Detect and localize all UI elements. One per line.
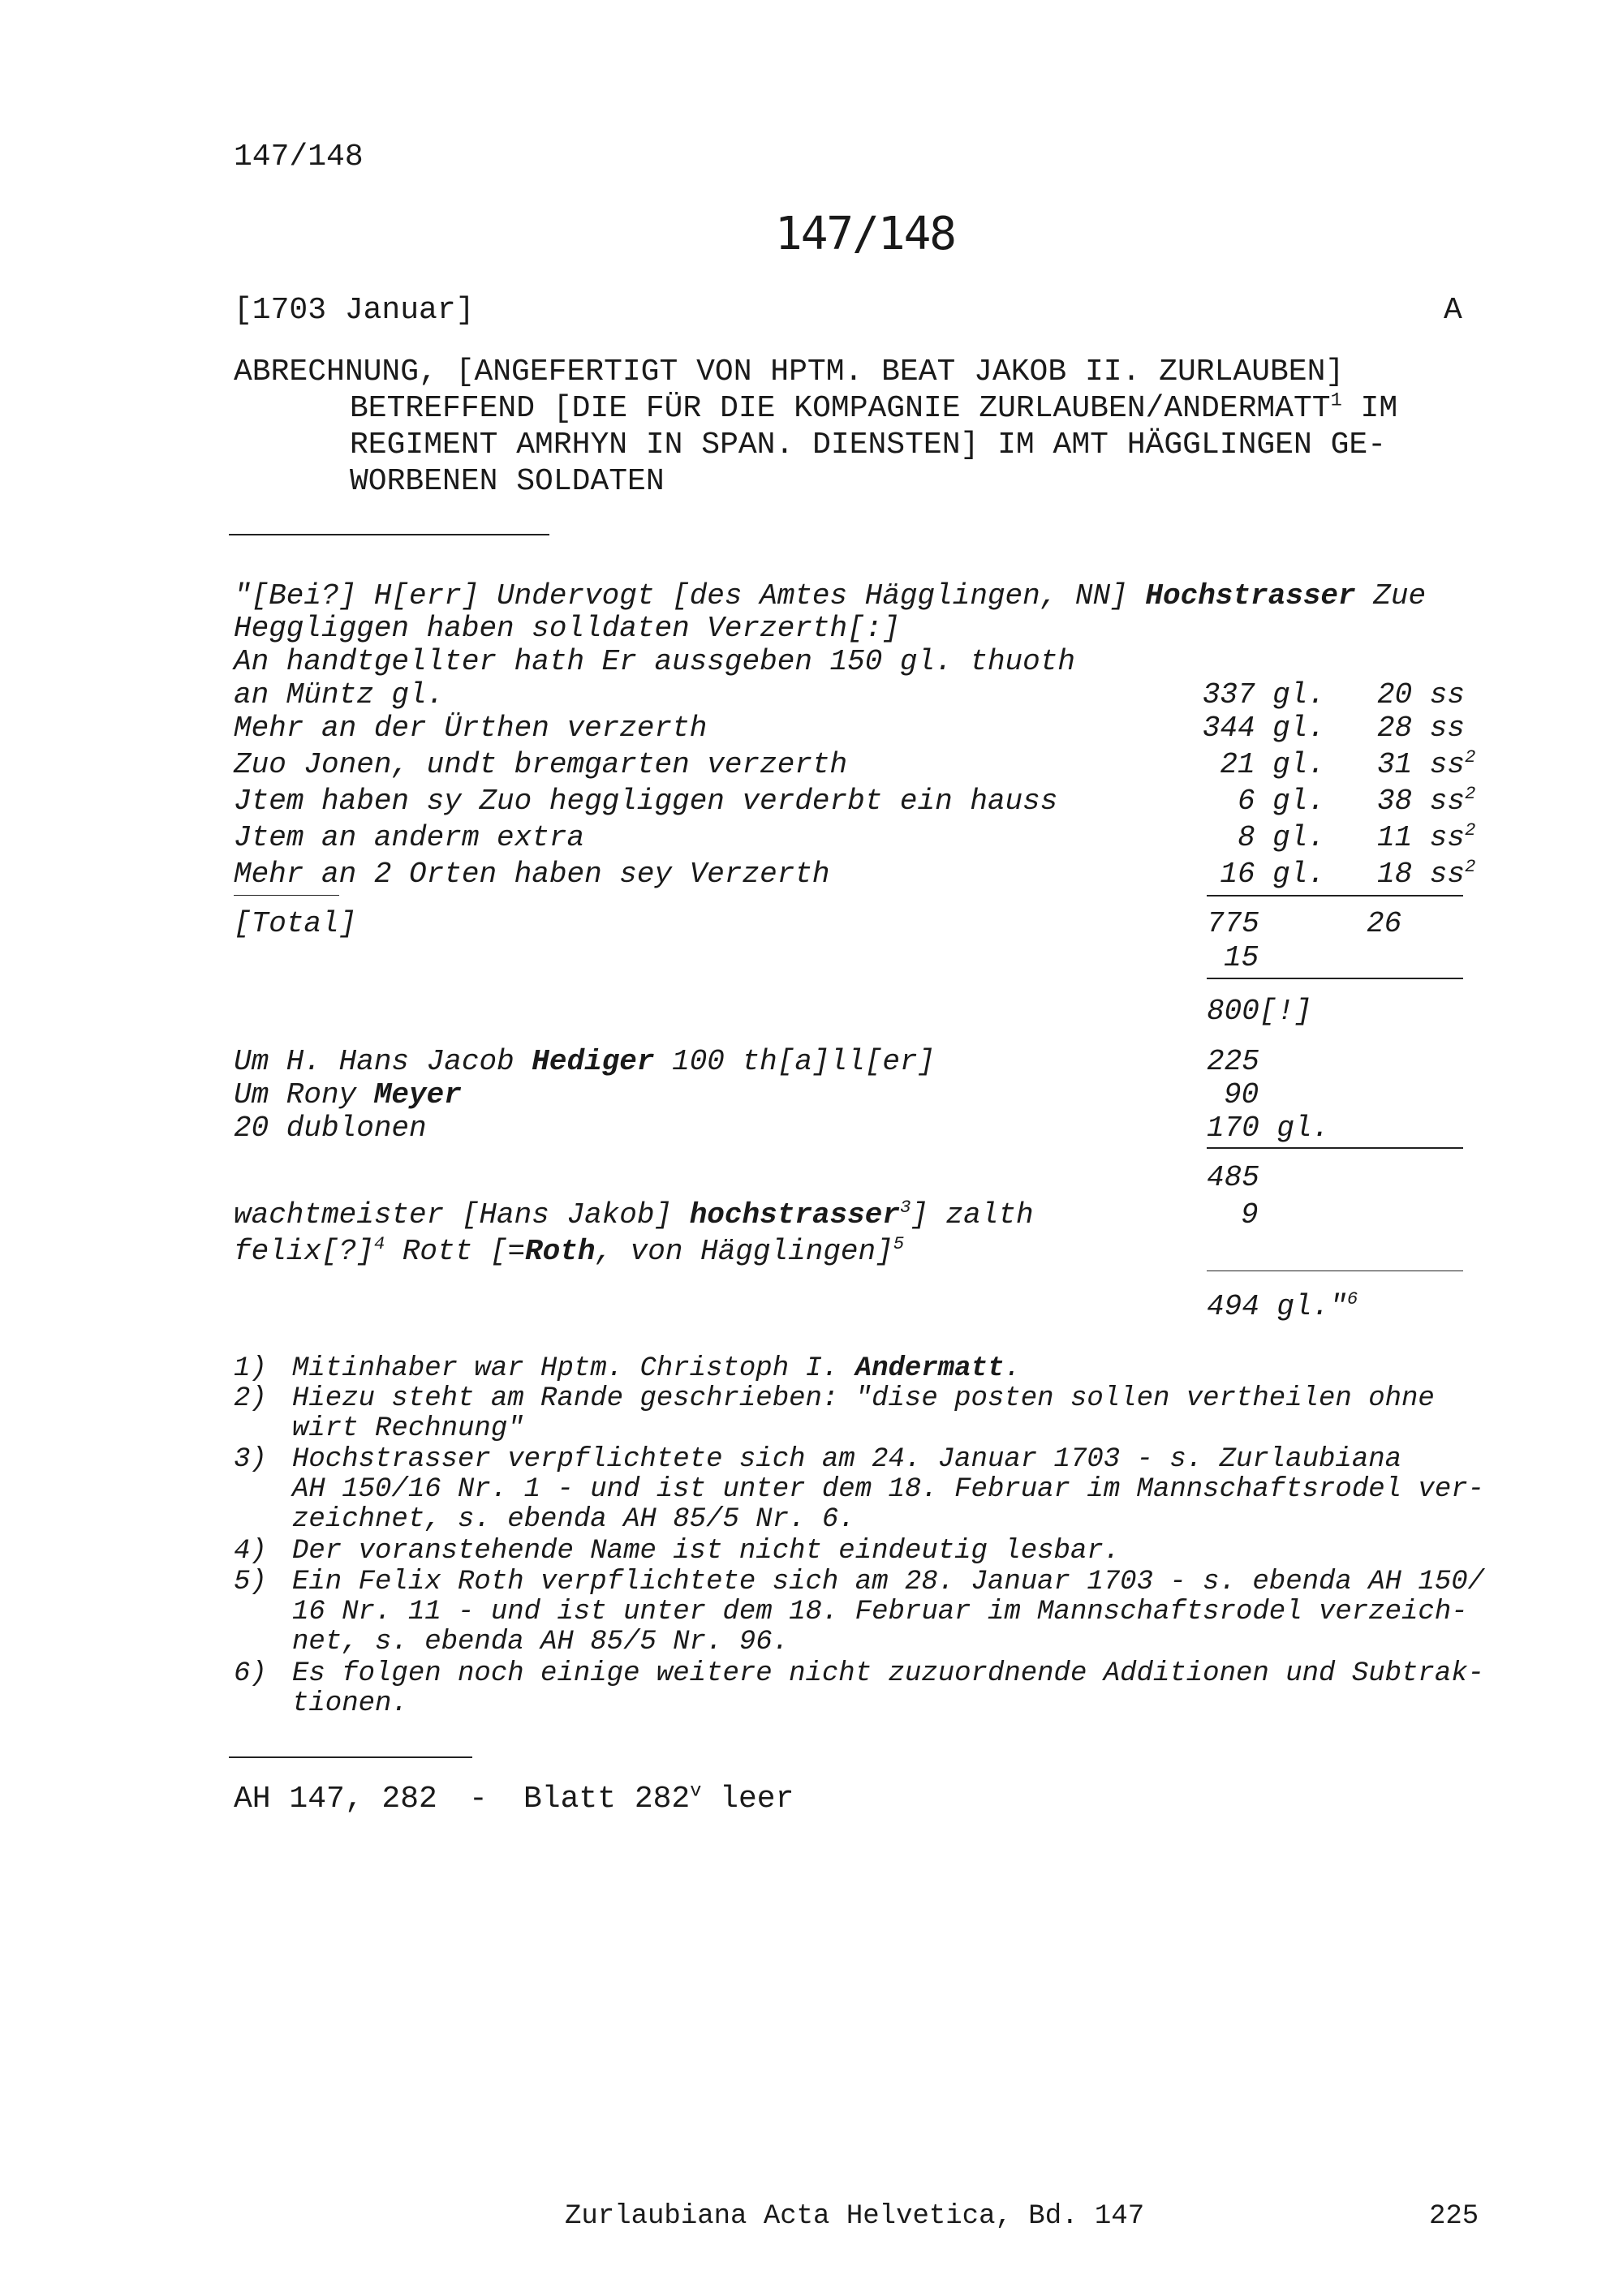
footnote-3-line-2: AH 150/16 Nr. 1 - und ist unter dem 18. Februar im Mannschaftsrodel ver- [292,1474,1485,1505]
footnote-number: 2) [234,1383,267,1414]
final-total: 494 gl."$^6$ [1207,1288,1358,1323]
document-date: [1703 Januar] [234,293,475,328]
footnote-number: 6) [234,1658,267,1689]
footnote-separator [229,1756,472,1758]
ledger-row-gl: 6 gl. [1237,785,1325,818]
source-reference: AH 147, 282 [234,1782,437,1817]
intro-line-3: An handtgellter hath Er aussgeben 150 gl. thuoth [234,645,1075,678]
total-gl: 775 [1207,907,1259,940]
ledger-row-label: Jtem an anderm extra [234,821,585,854]
source-blatt: Blatt 282$^v$ leer [523,1780,794,1817]
dublonen-line: 20 dublonen [234,1111,427,1145]
ledger-row-ss: 31 $ss^2$ [1377,746,1476,781]
subtotal-485: 485 [1207,1161,1259,1194]
running-head: 147/148 [234,140,364,174]
ledger-row-label: Zuo Jonen, undt bremgarten verzerth [234,748,848,781]
ledger-row-label: Jtem haben sy Zuo heggliggen verderbt ein hauss [234,785,1058,818]
heading-separator [229,534,549,535]
ledger-row-label: Mehr an 2 Orten haben sey Verzerth [234,858,830,891]
ledger-row-gl: 337 gl. [1202,678,1325,712]
ledger-row-ss: 20 ss [1377,678,1466,712]
ledger-row-gl: 8 gl. [1237,821,1325,854]
wachtmeister-value: 9 [1241,1198,1259,1232]
ledger-row-ss: 38 $ss^2$ [1377,783,1476,818]
ledger-row-gl: 16 gl. [1220,858,1325,891]
heading-line-3: REGIMENT AMRHYN IN SPAN. DIENSTEN] IM AMT HÄGGLINGEN GE- [350,428,1387,462]
footnote-1: Mitinhaber war Hptm. Christoph I. Andermatt. [292,1353,1021,1384]
document-number: 147/148 [775,208,956,260]
meyer-line: Um Rony Meyer [234,1078,462,1111]
footnote-2-line-2: wirt Rechnung" [292,1413,524,1444]
footnote-6-line-2: tionen. [292,1688,408,1719]
ledger-row-label: an Müntz gl. [234,678,445,712]
felix-line: felix[?]$^4$ Rott [=Roth, von Hägglingen]$^5$ [234,1233,905,1268]
footnote-4: Der voranstehende Name ist nicht eindeutig lesbar. [292,1536,1121,1567]
sum-rule [1207,978,1463,979]
intro-line-2: Heggliggen haben solldaten Verzerth[:] [234,612,900,645]
footnote-5-line-3: net, s. ebenda AH 85/5 Nr. 96. [292,1627,790,1658]
intro-line-1: "[Bei?] H[err] Undervogt [des Amtes Hägglingen, NN] Hochstrasser Zue [234,579,1427,613]
hediger-line: Um H. Hans Jacob Hediger 100 th[a]ll[er] [234,1045,936,1078]
wachtmeister-line: wachtmeister [Hans Jakob] hochstrasser$^3$] zalth [234,1197,1034,1232]
total-label: [Total] [234,907,357,940]
ledger-row-label: Mehr an der Ürthen verzerth [234,712,708,745]
dublonen-value: 170 gl. [1207,1111,1330,1145]
heading-line-2: BETREFFEND [DIE FÜR DIE KOMPAGNIE ZURLAUBEN/ANDERMATT$^1$ IM [350,389,1398,426]
footnote-2-line-1: Hiezu steht am Rande geschrieben: "dise posten sollen vertheilen ohne [292,1383,1435,1414]
footnote-3-line-3: zeichnet, s. ebenda AH 85/5 Nr. 6. [292,1504,855,1535]
ledger-row-gl: 21 gl. [1220,748,1325,781]
margin-mark [234,895,339,896]
carry-value: 15 [1224,941,1259,974]
footnote-5-line-1: Ein Felix Roth verpflichtete sich am 28. Januar 1703 - s. ebenda AH 150/ [292,1567,1485,1597]
footnote-3-line-1: Hochstrasser verpflichtete sich am 24. Januar 1703 - s. Zurlaubiana [292,1444,1402,1475]
hediger-value: 225 [1207,1045,1259,1078]
footnote-6-line-1: Es folgen noch einige weitere nicht zuzuordnende Additionen und Subtrak- [292,1658,1485,1689]
footer-series: Zurlaubiana Acta Helvetica, Bd. 147 [565,2201,1145,2232]
total-ss: 26 [1367,907,1402,940]
footnote-5-line-2: 16 Nr. 11 - und ist unter dem 18. Februar im Mannschaftsrodel verzeich- [292,1597,1468,1627]
source-dash: - [469,1782,488,1817]
document-type: A [1444,293,1462,328]
ledger-row-ss: 11 $ss^2$ [1377,819,1476,854]
footnote-number: 1) [234,1353,267,1384]
heading-line-1: ABRECHNUNG, [ANGEFERTIGT VON HPTM. BEAT JAKOB II. ZURLAUBEN] [234,355,1345,389]
footnote-number: 3) [234,1444,267,1475]
heading-line-4: WORBENEN SOLDATEN [350,464,665,499]
meyer-value: 90 [1224,1078,1259,1111]
page-number: 225 [1429,2201,1479,2232]
sum-rule [1207,1147,1463,1149]
sum-800: 800[!] [1207,995,1312,1028]
footnote-number: 5) [234,1567,267,1597]
ledger-row-ss: 28 ss [1377,712,1466,745]
ledger-row-ss: 18 $ss^2$ [1377,856,1476,891]
footnote-number: 4) [234,1536,267,1567]
sum-rule [1207,895,1463,896]
ledger-row-gl: 344 gl. [1202,712,1325,745]
